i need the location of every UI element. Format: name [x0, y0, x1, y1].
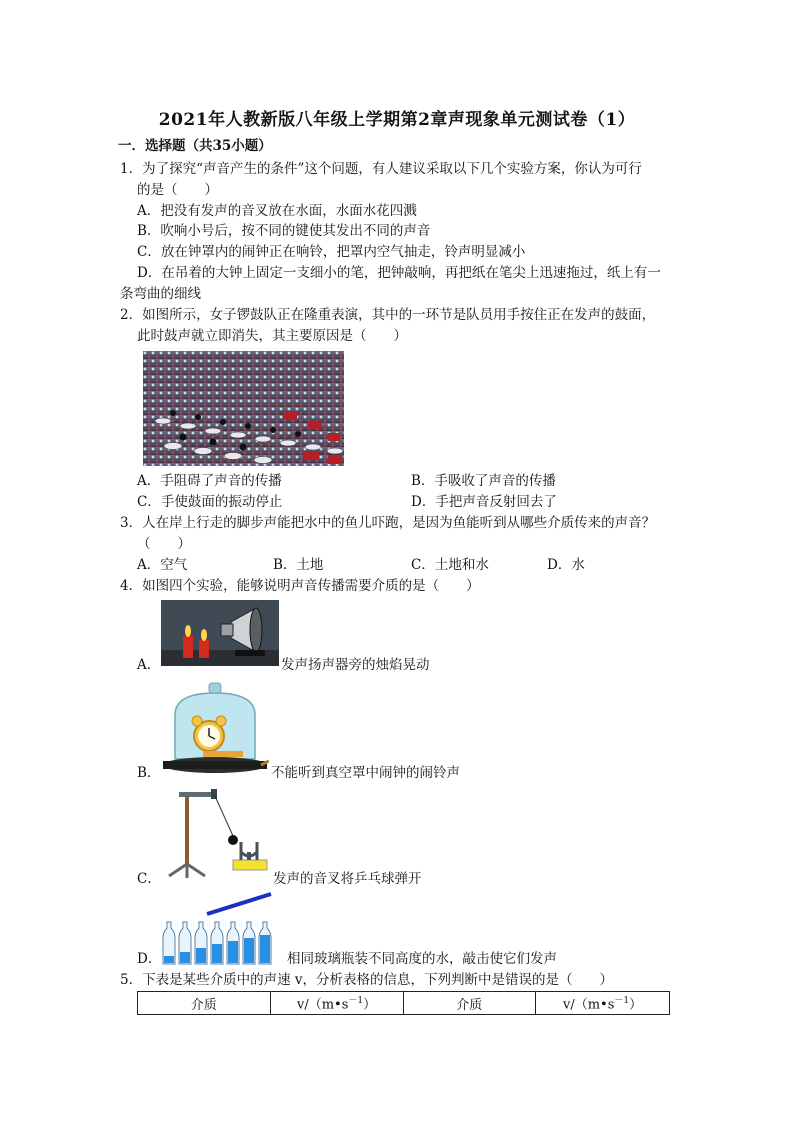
q3-option-c: C．土地和水 — [411, 557, 489, 573]
q4-option-d: 相同玻璃瓶装不同高度的水，敲击使它们发声 — [287, 951, 557, 967]
q2-option-d: D．手把声音反射回去了 — [411, 494, 557, 510]
q4-option-c: 发声的音叉将乒乓球弹开 — [273, 871, 422, 887]
q3-stem-line1: 3．人在岸上行走的脚步声能把水中的鱼儿吓跑，是因为鱼能听到从哪些介质传来的声音？ — [120, 515, 656, 531]
q2-stem-line2: 此时鼓声就立即消失，其主要原因是（ ） — [137, 328, 407, 344]
q2-option-a: A．手阻碍了声音的传播 — [137, 473, 282, 489]
q1-option-d-line1: D．在吊着的大钟上固定一支细小的笔，把钟敲响，再把纸在笔尖上迅速拖过，纸上有一 — [137, 265, 661, 281]
header-medium-1: 介质 — [138, 992, 271, 1015]
q3-option-b: B．土地 — [273, 557, 324, 573]
q4-option-a: 发声扬声器旁的烛焰晃动 — [281, 657, 430, 673]
section-heading: 一．选择题（共35小题） — [118, 138, 272, 154]
q3-stem-line2: （ ） — [137, 536, 191, 552]
bell-jar-figure — [161, 681, 269, 783]
tuning-fork-figure — [161, 786, 269, 880]
candle-speaker-figure — [161, 600, 279, 666]
q4-option-a-letter: A． — [137, 657, 161, 673]
q4-option-c-letter: C． — [137, 871, 161, 887]
header-speed-2: $v/(m•s^{-1})$ — [536, 992, 670, 1015]
q1-stem-line1: 1．为了探究“声音产生的条件”这个问题，有人建议采取以下几个实验方案，你认为可行 — [120, 161, 642, 177]
q4-stem: 4．如图四个实验，能够说明声音传播需要介质的是（ ） — [120, 578, 480, 594]
q2-option-c: C．手使鼓面的振动停止 — [137, 494, 283, 510]
q4-option-d-letter: D． — [137, 951, 162, 967]
q1-option-b: B．吹响小号后，按不同的键使其发出不同的声音 — [137, 223, 431, 239]
q3-option-d: D．水 — [547, 557, 585, 573]
water-bottles-figure — [161, 892, 287, 968]
table-header-row — [138, 992, 670, 1015]
q1-option-a: A．把没有发声的音叉放在水面，水面水花四溅 — [137, 203, 417, 219]
drum-team-photo — [143, 351, 344, 466]
q5-stem: 5．下表是某些介质中的声速 v，分析表格的信息，下列判断中是错误的是（ ） — [120, 972, 614, 988]
q2-option-b: B．手吸收了声音的传播 — [411, 473, 556, 489]
q2-stem-line1: 2．如图所示，女子锣鼓队正在隆重表演，其中的一环节是队员用手按住正在发声的鼓面， — [120, 307, 656, 323]
header-speed-1: $v/(m•s^{-1})$ — [270, 992, 403, 1015]
header-medium-2: 介质 — [403, 992, 536, 1015]
q1-stem-line2: 的是（ ） — [137, 182, 218, 198]
sound-speed-table — [137, 991, 670, 1015]
q4-option-b-letter: B． — [137, 765, 161, 781]
q3-option-a: A．空气 — [137, 557, 188, 573]
page-title: 2021年人教新版八年级上学期第2章声现象单元测试卷（1） — [158, 110, 636, 130]
q1-option-c: C．放在钟罩内的闹钟正在响铃，把罩内空气抽走，铃声明显减小 — [137, 244, 526, 260]
q4-option-b: 不能听到真空罩中闹钟的闹铃声 — [271, 765, 460, 781]
q1-option-d-line2: 条弯曲的细线 — [120, 286, 201, 302]
